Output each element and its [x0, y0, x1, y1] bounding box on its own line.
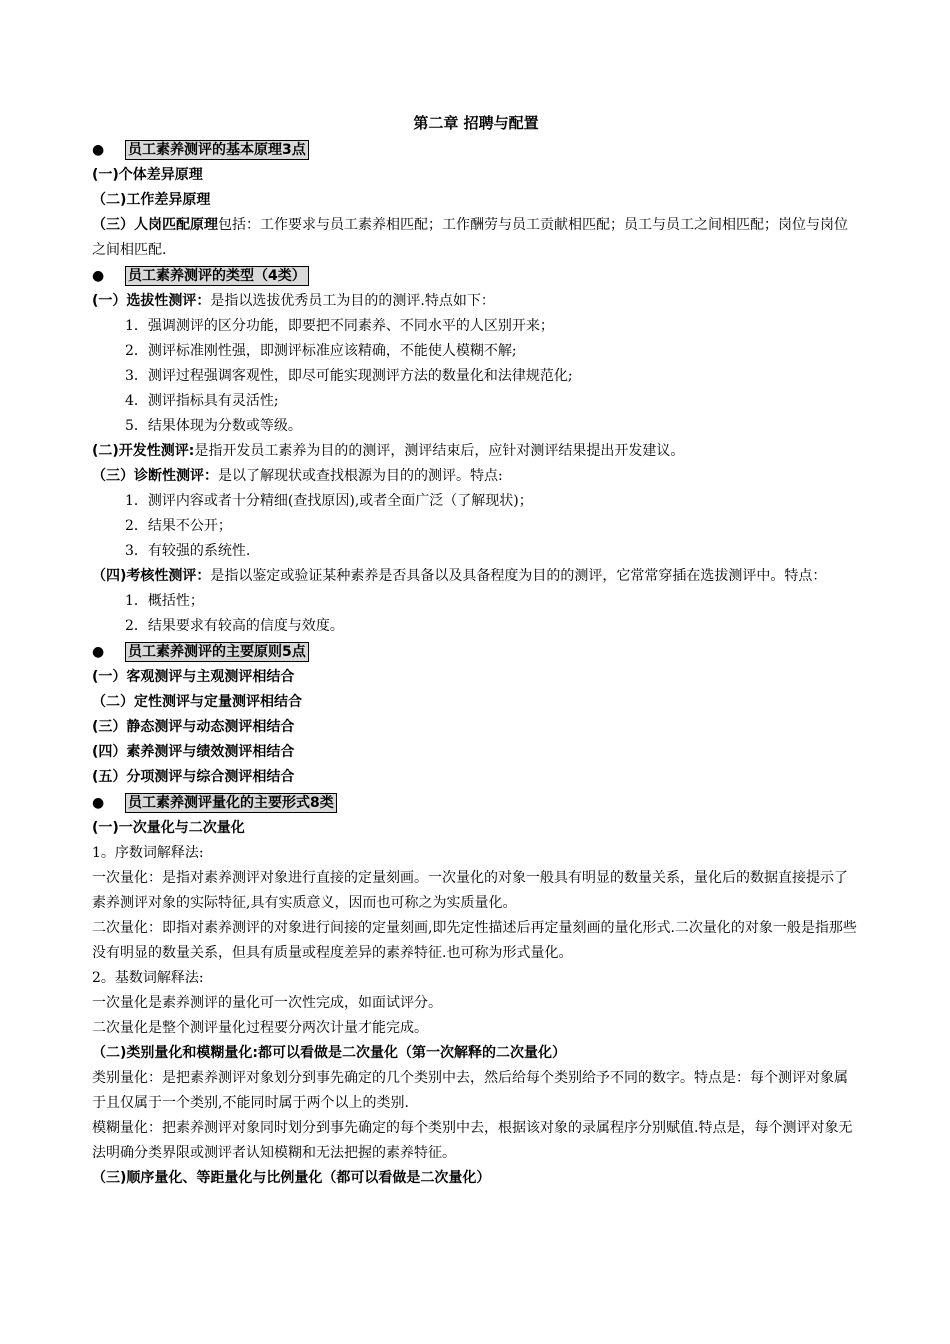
subheading: （三)顺序量化、等距量化与比例量化（都可以看做是二次量化） — [92, 1170, 491, 1186]
section-heading: 员工素养测评的基本原理3点 — [125, 140, 309, 160]
section-header — [92, 264, 860, 288]
section-header — [92, 640, 860, 664]
list-item: 5．结果体现为分数或等级。 — [125, 418, 302, 434]
list-item: 1．强调测评的区分功能，即要把不同素养、不同水平的人区别开来； — [125, 318, 554, 334]
paragraph: 类别量化：是把素养测评对象划分到事先确定的几个类别中去，然后给每个类别给予不同的数字。特点是：每个测评对象属于且仅属于一个类别,不能同时属于两个以上的类别. — [92, 1070, 848, 1111]
paragraph: (一)个体差异原理 — [92, 167, 203, 183]
subheading: （二)类别量化和模糊量化:都可以看做是二次量化（第一次解释的二次量化） — [92, 1045, 566, 1061]
paragraph: （三）人岗匹配原理包括：工作要求与员工素养相匹配；工作酬劳与员工贡献相匹配；员工与员工之间相匹配；岗位与岗位之间相匹配. — [92, 217, 848, 258]
paragraph: 2。基数词解释法: — [92, 970, 204, 986]
bullet-icon: ● — [92, 644, 105, 660]
bullet-icon: ● — [92, 795, 105, 811]
list-item: 2．结果不公开； — [125, 518, 232, 534]
section-header — [92, 791, 860, 815]
list-item: (一）客观测评与主观测评相结合 — [92, 669, 295, 685]
subheading: (一)一次量化与二次量化 — [92, 820, 245, 836]
paragraph: 一次量化：是指对素养测评对象进行直接的定量刻画。一次量化的对象一般具有明显的数量关系，量化后的数据直接提示了素养测评对象的实际特征,具有实质意义，因而也可称之为实质量化。 — [92, 870, 848, 911]
bullet-icon: ● — [92, 142, 105, 158]
section-heading: 员工素养测评的主要原则5点 — [125, 642, 309, 662]
bullet-icon: ● — [92, 268, 105, 284]
document-page — [92, 112, 860, 1191]
list-item: 2．测评标准刚性强，即测评标准应该精确，不能使人模糊不解; — [125, 343, 517, 359]
paragraph: (一）选拔性测评：是指以选拔优秀员工为目的的测评.特点如下： — [92, 293, 495, 309]
paragraph: 模糊量化：把素养测评对象同时划分到事先确定的每个类别中去，根据该对象的录属程序分别赋值.特点是，每个测评对象无法明确分类界限或测评者认知模糊和无法把握的素养特征。 — [92, 1120, 853, 1161]
paragraph: （三）诊断性测评：是以了解现状或查找根源为目的的测评。特点: — [92, 468, 503, 484]
paragraph: 1。序数词解释法: — [92, 845, 204, 861]
section-header — [92, 138, 860, 162]
paragraph: （二)工作差异原理 — [92, 192, 211, 208]
list-item: 4．测评指标具有灵活性; — [125, 393, 279, 409]
list-item: (五）分项测评与综合测评相结合 — [92, 769, 295, 785]
list-item: 3．测评过程强调客观性，即尽可能实现测评方法的数量化和法律规范化; — [125, 368, 573, 384]
section-heading: 员工素养测评量化的主要形式8类 — [125, 793, 337, 813]
paragraph: 二次量化：即指对素养测评的对象进行间接的定量刻画,即先定性描述后再定量刻画的量化形式.二次量化的对象一般是指那些没有明显的数量关系，但具有质量或程度差异的素养特征.也可称为形式量化。 — [92, 920, 857, 961]
paragraph: 一次量化是素养测评的量化可一次性完成，如面试评分。 — [92, 995, 442, 1011]
section-heading: 员工素养测评的类型（4类） — [125, 266, 309, 286]
list-item: (三）静态测评与动态测评相结合 — [92, 719, 295, 735]
list-item: 2．结果要求有较高的信度与效度。 — [125, 618, 344, 634]
list-item: 1．概括性； — [125, 593, 204, 609]
list-item: (四）素养测评与绩效测评相结合 — [92, 744, 295, 760]
paragraph: （四)考核性测评：是指以鉴定或验证某种素养是否具备以及具备程度为目的的测评，它常常穿插在选拔测评中。特点： — [92, 568, 827, 584]
list-item: 1．测评内容或者十分精细(查找原因),或者全面广泛（了解现状)； — [125, 493, 533, 509]
list-item: 3．有较强的系统性. — [125, 543, 251, 559]
paragraph: 二次量化是整个测评量化过程要分两次计量才能完成。 — [92, 1020, 428, 1036]
paragraph: (二)开发性测评:是指开发员工素养为目的的测评，测评结束后，应针对测评结果提出开发建议。 — [92, 443, 685, 459]
chapter-title: 第二章 招聘与配置 — [413, 114, 539, 132]
list-item: （二）定性测评与定量测评相结合 — [92, 694, 302, 710]
